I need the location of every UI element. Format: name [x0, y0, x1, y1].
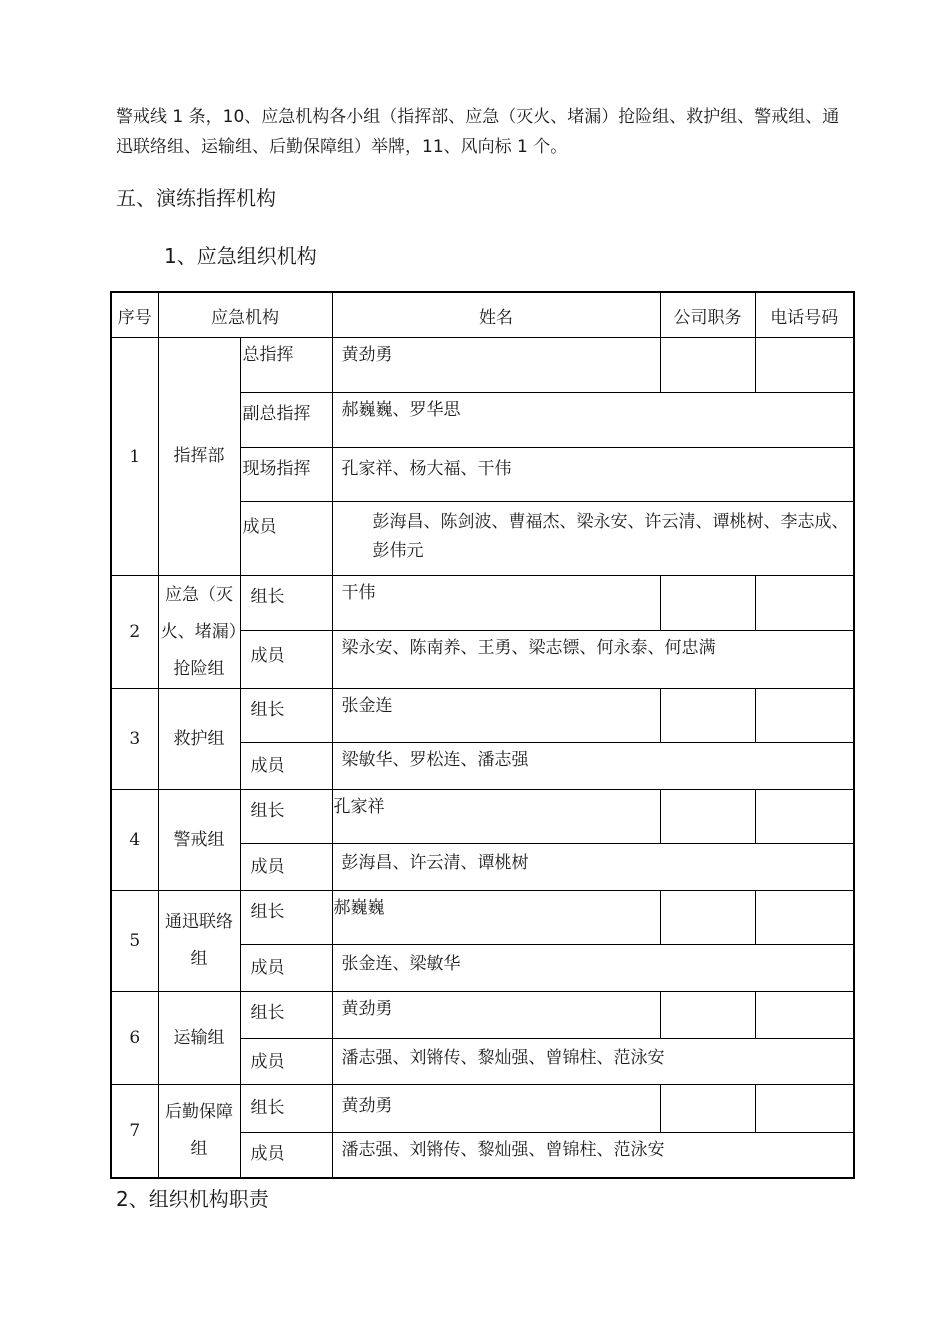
- names-cell: 梁敏华、罗松连、潘志强: [332, 743, 854, 790]
- role-cell: 现场指挥: [240, 448, 332, 502]
- group-no: 1: [111, 338, 158, 576]
- names-cell: 黄劲勇: [332, 1085, 660, 1133]
- header-phone: 电话号码: [755, 292, 854, 338]
- phone-cell: [755, 689, 854, 743]
- subsection-title-2: 2、组织机构职责: [116, 1187, 269, 1211]
- names-cell: 彭海昌、许云清、谭桃树: [332, 844, 854, 891]
- phone-cell: [755, 891, 854, 945]
- table-header-row: [111, 292, 854, 338]
- names-cell: 黄劲勇: [332, 338, 660, 393]
- role-cell: 成员: [240, 743, 332, 790]
- role-cell: 成员: [240, 945, 332, 992]
- names-cell: 张金连: [332, 689, 660, 743]
- position-cell: [660, 1085, 755, 1133]
- table-row: [111, 576, 854, 631]
- group-unit: 救护组: [158, 689, 240, 790]
- role-cell: 组长: [240, 992, 332, 1039]
- table-row: [111, 891, 854, 945]
- group-unit: 应急（灭火、堵漏）抢险组: [158, 576, 240, 689]
- role-cell: 组长: [240, 790, 332, 844]
- table-row: [111, 992, 854, 1039]
- role-cell: 成员: [240, 631, 332, 689]
- position-cell: [660, 338, 755, 393]
- position-cell: [660, 992, 755, 1039]
- header-name: 姓名: [332, 292, 660, 338]
- group-no: 2: [111, 576, 158, 689]
- names-cell: 梁永安、陈南养、王勇、梁志镖、何永泰、何忠满: [332, 631, 854, 689]
- table-row: [111, 790, 854, 844]
- names-cell: 孔家祥、杨大福、干伟: [332, 448, 854, 502]
- role-cell: 组长: [240, 1085, 332, 1133]
- phone-cell: [755, 576, 854, 631]
- emergency-organization-table: [110, 291, 855, 1179]
- group-unit: 通迅联络组: [158, 891, 240, 992]
- names-cell: 黄劲勇: [332, 992, 660, 1039]
- group-no: 3: [111, 689, 158, 790]
- names-cell: 潘志强、刘锵传、黎灿强、曾锦柱、范泳安: [332, 1039, 854, 1085]
- role-cell: 总指挥: [240, 338, 332, 393]
- names-cell: 潘志强、刘锵传、黎灿强、曾锦柱、范泳安: [332, 1133, 854, 1178]
- role-cell: 成员: [240, 844, 332, 891]
- names-cell: 张金连、梁敏华: [332, 945, 854, 992]
- group-no: 6: [111, 992, 158, 1085]
- role-cell: 组长: [240, 576, 332, 631]
- position-cell: [660, 689, 755, 743]
- group-no: 4: [111, 790, 158, 891]
- group-no: 7: [111, 1085, 158, 1178]
- names-cell: 干伟: [332, 576, 660, 631]
- subsection-title-1: 1、应急组织机构: [164, 244, 317, 268]
- names-cell: 郝巍巍、罗华思: [332, 393, 854, 448]
- header-unit: 应急机构: [158, 292, 332, 338]
- group-unit: 警戒组: [158, 790, 240, 891]
- section-title: 五、演练指挥机构: [116, 186, 276, 210]
- phone-cell: [755, 790, 854, 844]
- intro-paragraph: 警戒线 1 条，10、应急机构各小组（指挥部、应急（灭火、堵漏）抢险组、救护组、警戒组、通迅联络组、运输组、后勤保障组）举牌，11、风向标 1 个。: [116, 107, 840, 157]
- names-cell: 郝巍巍: [332, 891, 660, 945]
- group-no: 5: [111, 891, 158, 992]
- names-cell: 孔家祥: [332, 790, 660, 844]
- role-cell: 成员: [240, 502, 332, 576]
- phone-cell: [755, 992, 854, 1039]
- group-unit: 后勤保障组: [158, 1085, 240, 1178]
- names-cell: 彭海昌、陈剑波、曹福杰、梁永安、许云清、谭桃树、李志成、彭伟元: [332, 502, 854, 576]
- header-position: 公司职务: [660, 292, 755, 338]
- position-cell: [660, 790, 755, 844]
- phone-cell: [755, 1085, 854, 1133]
- role-cell: 组长: [240, 689, 332, 743]
- table-row: [111, 338, 854, 393]
- role-cell: 成员: [240, 1039, 332, 1085]
- position-cell: [660, 891, 755, 945]
- role-cell: 组长: [240, 891, 332, 945]
- role-cell: 副总指挥: [240, 393, 332, 448]
- position-cell: [660, 576, 755, 631]
- table-row: [111, 689, 854, 743]
- header-no: 序号: [111, 292, 158, 338]
- role-cell: 成员: [240, 1133, 332, 1178]
- table-row: [111, 1085, 854, 1133]
- group-unit: 指挥部: [158, 338, 240, 576]
- phone-cell: [755, 338, 854, 393]
- group-unit: 运输组: [158, 992, 240, 1085]
